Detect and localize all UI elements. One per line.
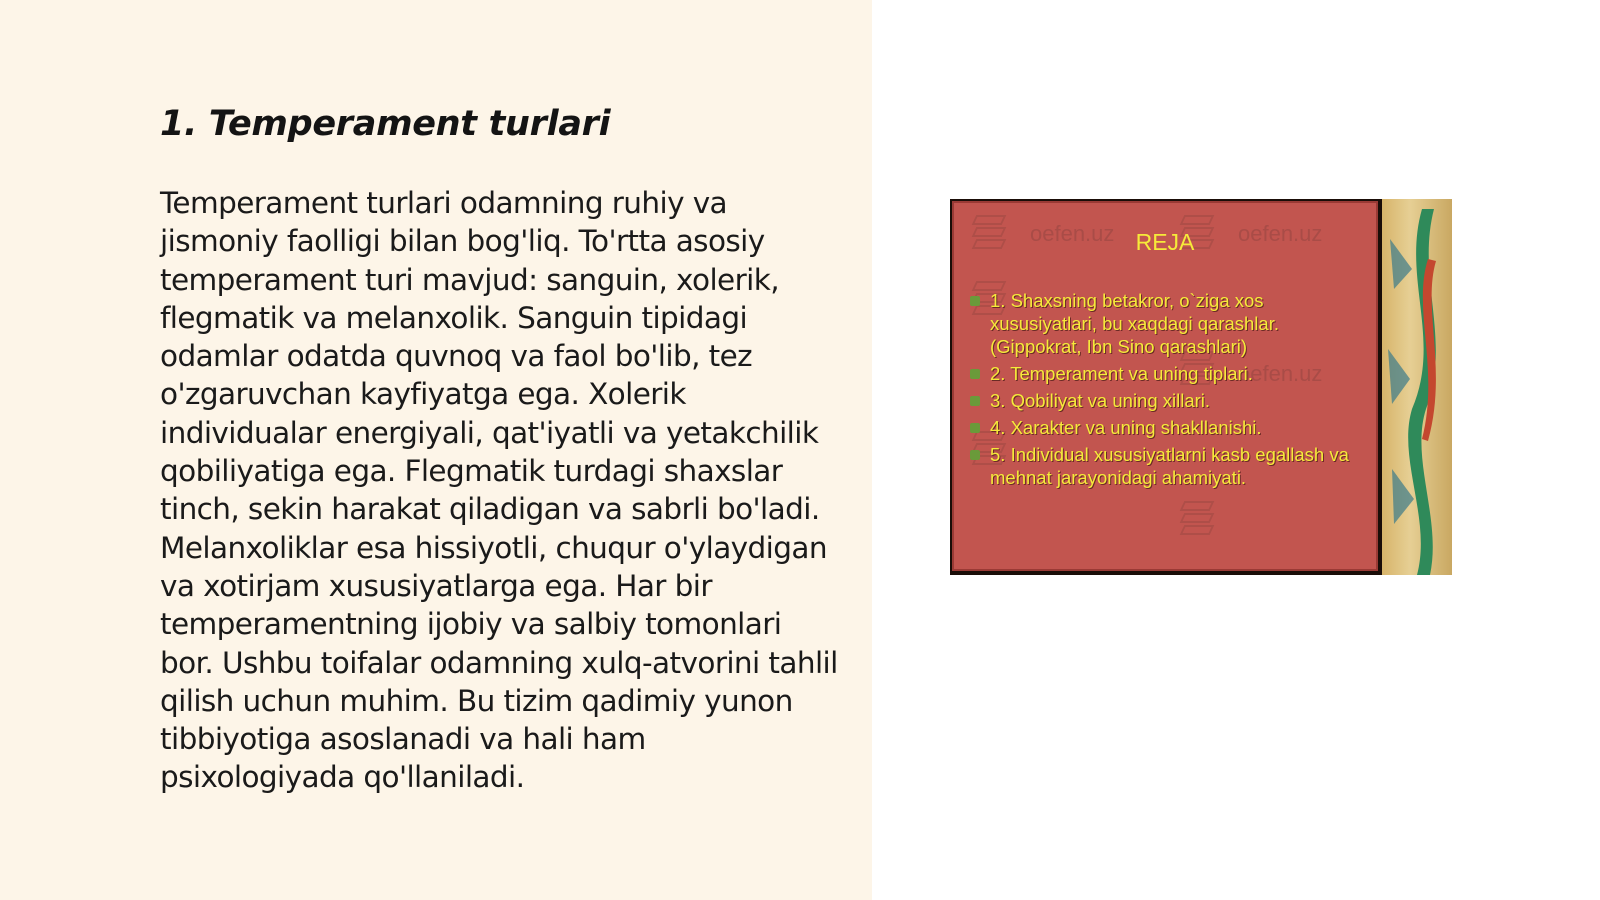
watermark-text: oefen.uz (1238, 361, 1323, 386)
reja-list-item: 1. Shaxsning betakror, o`ziga xos xususiyatlari, bu xaqdagi qarashlar. (Gippokrat, Ibn Sino qarashlari) (970, 289, 1370, 358)
watermark-logo-icon (1180, 501, 1214, 537)
slide-body-text: Temperament turlari odamning ruhiy va jismoniy faolligi bilan bog'liq. To'rtta asosiy temperament turi mavjud: sanguin, xolerik, flegmatik va melanxolik. Sanguin tipidagi odamlar odatda quvnoq va faol bo'lib, tez o'zgaruvchan kayfiyatga ega. Xolerik individualar energiyali, qat'iyatli va yetakchilik qobiliyatiga ega. Flegmatik turdagi shaxslar tinch, sekin harakat qiladigan va sabrli bo'ladi. Melanxoliklar esa hissiyotli, chuqur o'ylaydigan va xotirjam xususiyatlarga ega. Har bir temperamentning ijobiy va salbiy tomonlari bor. Ushbu toifalar odamning xulq-atvorini tahlil qilish uchun muhim. Bu tizim qadimiy yunon tibbiyotiga asoslanadi va hali ham psixologiyada qo'llaniladi. (160, 186, 838, 795)
reja-heading: REJA (1135, 229, 1195, 255)
reja-list-item: 2. Temperament va uning tiplari. (970, 362, 1370, 385)
decorative-ornament (1382, 199, 1452, 575)
watermark-text: oefen.uz (1238, 221, 1323, 246)
reja-list-item: 5. Individual xususiyatlarni kasb egallash va mehnat jarayonidagi ahamiyati. (970, 443, 1370, 489)
reja-list-item: 3. Qobiliyat va uning xillari. (970, 389, 1370, 412)
reja-list-item: 4. Xarakter va uning shakllanishi. (970, 416, 1370, 439)
reja-image (950, 199, 1452, 575)
watermark-text: oefen.uz (1030, 221, 1115, 246)
bullet-icon (970, 296, 980, 306)
bullet-icon (970, 369, 980, 379)
reja-list (970, 289, 1370, 493)
slide-title: 1. Temperament turlari (160, 104, 611, 144)
ornament-icon (1382, 199, 1452, 575)
reja-panel (952, 201, 1378, 571)
bullet-icon (970, 396, 980, 406)
bullet-icon (970, 450, 980, 460)
bullet-icon (970, 423, 980, 433)
